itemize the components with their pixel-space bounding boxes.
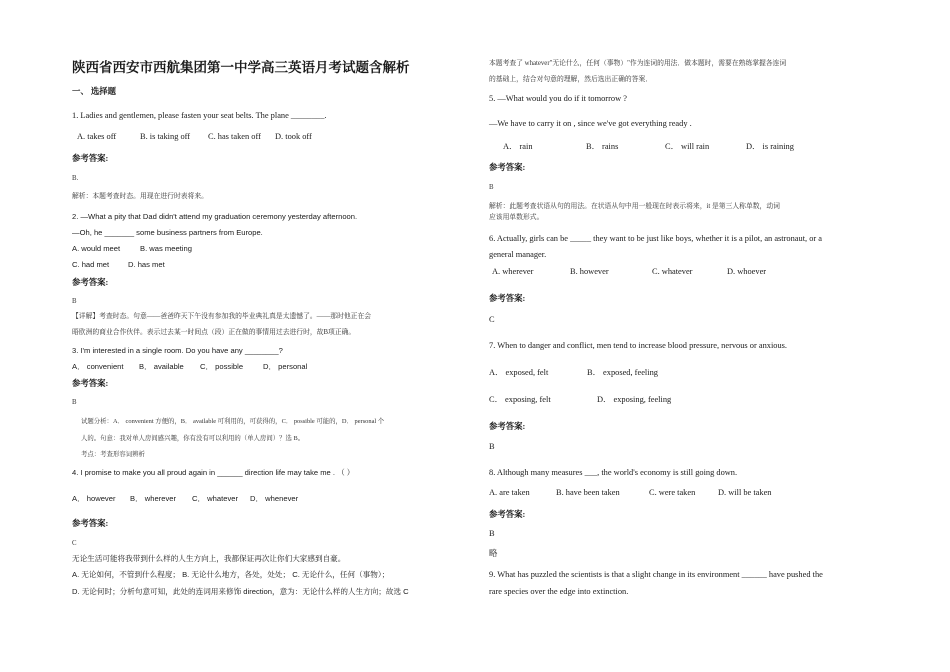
question-2-stem2: —Oh, he _______ some business partners from Europe. (72, 228, 263, 237)
option-a: A. are taken (489, 488, 530, 497)
question-3-analysis-3: 考点：考查形容词辨析 (81, 451, 145, 458)
question-2-detail-1: 【详解】考查时态。句意——爸爸昨天下午没有参加我的毕业典礼真是太遗憾了。——那时他正在会 (72, 313, 372, 320)
question-5-analysis-2: 应该用单数形式。 (489, 214, 544, 221)
option-d: D． is raining (746, 142, 794, 151)
question-7-answer: B (489, 442, 495, 451)
option-b: B. however (570, 267, 609, 276)
question-6-stem2: general manager. (489, 250, 547, 259)
question-9-stem2: rare species over the edge into extinction. (489, 587, 629, 596)
option-d: D． exposing, feeling (597, 395, 672, 404)
answer-label: 参考答案: (489, 510, 526, 519)
question-7-stem: 7. When to danger and conflict, men tend to increase blood pressure, nervous or anxious. (489, 341, 788, 350)
option-a: A． rain (503, 142, 533, 151)
question-8-stem: 8. Although many measures ___, the world's economy is still going down. (489, 468, 738, 477)
question-8-note: 略 (489, 549, 498, 558)
question-2-answer: B (72, 298, 77, 305)
question-3-analysis-2: 人的。句意：我对单人房间感兴趣，你有没有可以利用的（单人房间）？选 B。 (81, 435, 305, 442)
question-8-answer: B (489, 529, 495, 538)
question-3-analysis-1: 试题分析：A． convenient 方便的，B． available 可利用的，可获得的，C． possible 可能的，D． personal 个 (81, 418, 385, 425)
answer-label: 参考答案: (489, 294, 526, 303)
question-5-answer: B (489, 184, 494, 191)
question-4-continued-2: 的基础上，结合对句意的理解，然后选出正确的答案． (489, 76, 653, 83)
option-d: D. took off (275, 132, 312, 141)
option-b: B． available (139, 362, 184, 371)
option-d: D. has met (128, 260, 165, 269)
question-4-stem: 4. I promise to make you all proud again in ______ direction life may take me . （ ） (72, 468, 355, 477)
section-heading: 一、 选择题 (72, 87, 116, 96)
question-6-answer: C (489, 315, 495, 324)
option-b: B． rains (586, 142, 619, 151)
option-d: D. whoever (727, 267, 767, 276)
question-4-explanation-1: 无论生活可能将我带到什么样的人生方向上，我都保证再次让你们大家感到自豪。 (72, 554, 346, 563)
option-c: C． whatever (192, 494, 238, 503)
option-d: D． personal (263, 362, 308, 371)
question-3-answer: B (72, 399, 77, 406)
option-b: B. have been taken (556, 488, 620, 497)
option-c: C. whatever (652, 267, 693, 276)
option-b: B． wherever (130, 494, 176, 503)
answer-label: 参考答案: (72, 379, 109, 388)
option-a: A. wherever (492, 267, 534, 276)
option-a: A． convenient (72, 362, 124, 371)
option-c: C． exposing, felt (489, 395, 551, 404)
answer-label: 参考答案: (72, 278, 109, 287)
option-a: A. takes off (77, 132, 117, 141)
document-title: 陕西省西安市西航集团第一中学高三英语月考试题含解析 (72, 60, 410, 75)
question-5-analysis-1: 解析：此题考查状语从句的用法。在状语从句中用一般现在时表示将来，it 是第三人称单数，动词 (489, 203, 780, 210)
option-a: A． exposed, felt (489, 368, 549, 377)
question-4-continued-1: 本题考查了 whatever"无论什么，任何（事物）"作为连词的用法．做本题时，需要在熟练掌握各连词 (489, 60, 787, 67)
answer-label: 参考答案: (489, 163, 526, 172)
option-d: D． whenever (250, 494, 299, 503)
question-5-stem: 5. —What would you do if it tomorrow ? (489, 94, 627, 103)
question-1-analysis: 解析：本题考查时态。用现在进行时表将来。 (72, 193, 208, 200)
question-4-explanation-3: D. 无论何时；分析句意可知，此处的连词用来修饰 direction，意为：无论什么样的人生方向；故选 C (72, 587, 409, 596)
question-3-stem: 3. I'm interested in a single room. Do you have any ________? (72, 346, 283, 355)
option-c: C. were taken (649, 488, 696, 497)
question-4-explanation-2: A. 无论如何，不管到什么程度； B. 无论什么地方，各处，处处； C. 无论什么，任何（事物）； (72, 570, 390, 579)
option-c: C． possible (200, 362, 244, 371)
answer-label: 参考答案: (72, 519, 109, 528)
question-2-detail-2: 晤欧洲的商业合作伙伴。表示过去某一时间点（段）正在做的事情用过去进行时，故B项正确。 (72, 329, 356, 336)
option-c: C. had met (72, 260, 110, 269)
option-a: A． however (72, 494, 116, 503)
option-d: D. will be taken (718, 488, 772, 497)
question-2-stem: 2. —What a pity that Dad didn't attend my graduation ceremony yesterday afternoon. (72, 212, 358, 221)
answer-label: 参考答案: (489, 422, 526, 431)
option-c: C. has taken off (208, 132, 261, 141)
question-1-stem: 1. Ladies and gentlemen, please fasten your seat belts. The plane ________. (72, 111, 327, 120)
option-b: B． exposed, feeling (587, 368, 658, 377)
option-a: A. would meet (72, 244, 121, 253)
option-c: C． will rain (665, 142, 710, 151)
question-1-answer: B. (72, 175, 79, 182)
question-5-stem2: —We have to carry it on , since we've got everything ready . (489, 119, 692, 128)
question-9-stem: 9. What has puzzled the scientists is that a slight change in its environment ______ have pushed the (489, 570, 823, 579)
option-b: B. is taking off (140, 132, 191, 141)
answer-label: 参考答案: (72, 154, 109, 163)
option-b: B. was meeting (140, 244, 192, 253)
question-6-stem: 6. Actually, girls can be _____ they want to be just like boys, whether it is a pilot, an astronaut, or a (489, 234, 822, 243)
question-4-answer: C (72, 540, 77, 547)
